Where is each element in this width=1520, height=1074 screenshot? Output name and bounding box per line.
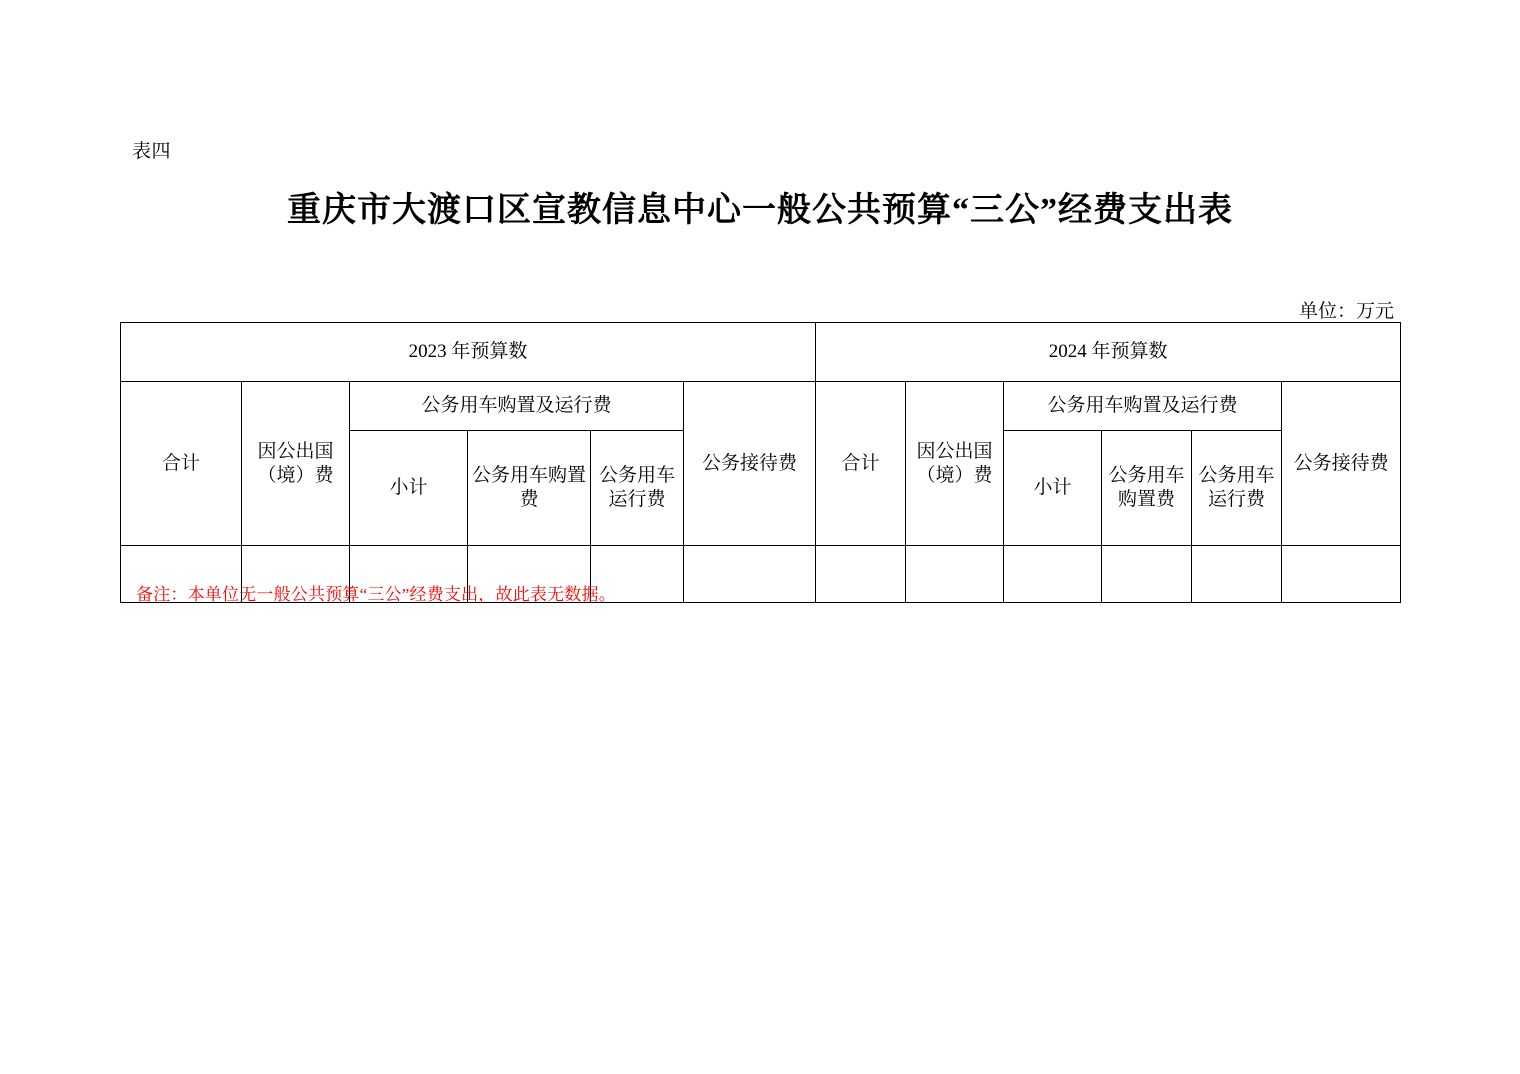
cell-2024-total	[816, 546, 906, 603]
header-2023-reception: 公务接待费	[684, 382, 816, 546]
cell-2023-reception	[684, 546, 816, 603]
header-2023-total: 合计	[121, 382, 242, 546]
budget-table	[120, 322, 1401, 603]
header-2024-vehicle-operation: 公务用车运行费	[1192, 431, 1282, 546]
header-2024-reception: 公务接待费	[1282, 382, 1401, 546]
unit-note: 单位：万元	[1298, 301, 1394, 322]
sheet-label: 表四	[132, 141, 172, 162]
cell-2024-vehicle-operation	[1192, 546, 1282, 603]
header-2024-abroad: 因公出国（境）费	[906, 382, 1004, 546]
header-2023-abroad: 因公出国（境）费	[242, 382, 350, 546]
header-2024-vehicle-purchase: 公务用车购置费	[1102, 431, 1192, 546]
table-row-year-header	[121, 323, 1401, 382]
cell-2024-reception	[1282, 546, 1401, 603]
remark-note: 备注：本单位无一般公共预算“三公”经费支出，故此表无数据。	[136, 585, 616, 604]
header-2023-vehicle-purchase: 公务用车购置费	[468, 431, 591, 546]
budget-table-container	[120, 322, 1400, 603]
cell-2024-abroad	[906, 546, 1004, 603]
header-2024-vehicle-group: 公务用车购置及运行费	[1004, 382, 1282, 431]
year-group-2023: 2023 年预算数	[121, 323, 816, 382]
cell-2024-vehicle-purchase	[1102, 546, 1192, 603]
cell-2024-vehicle-subtotal	[1004, 546, 1102, 603]
page-title: 重庆市大渡口区宣教信息中心一般公共预算“三公”经费支出表	[287, 192, 1233, 229]
year-group-2024: 2024 年预算数	[816, 323, 1401, 382]
table-row-group-header	[121, 382, 1401, 431]
header-2023-vehicle-subtotal: 小计	[350, 431, 468, 546]
header-2024-total: 合计	[816, 382, 906, 546]
header-2023-vehicle-group: 公务用车购置及运行费	[350, 382, 684, 431]
header-2024-vehicle-subtotal: 小计	[1004, 431, 1102, 546]
header-2023-vehicle-operation: 公务用车运行费	[591, 431, 684, 546]
